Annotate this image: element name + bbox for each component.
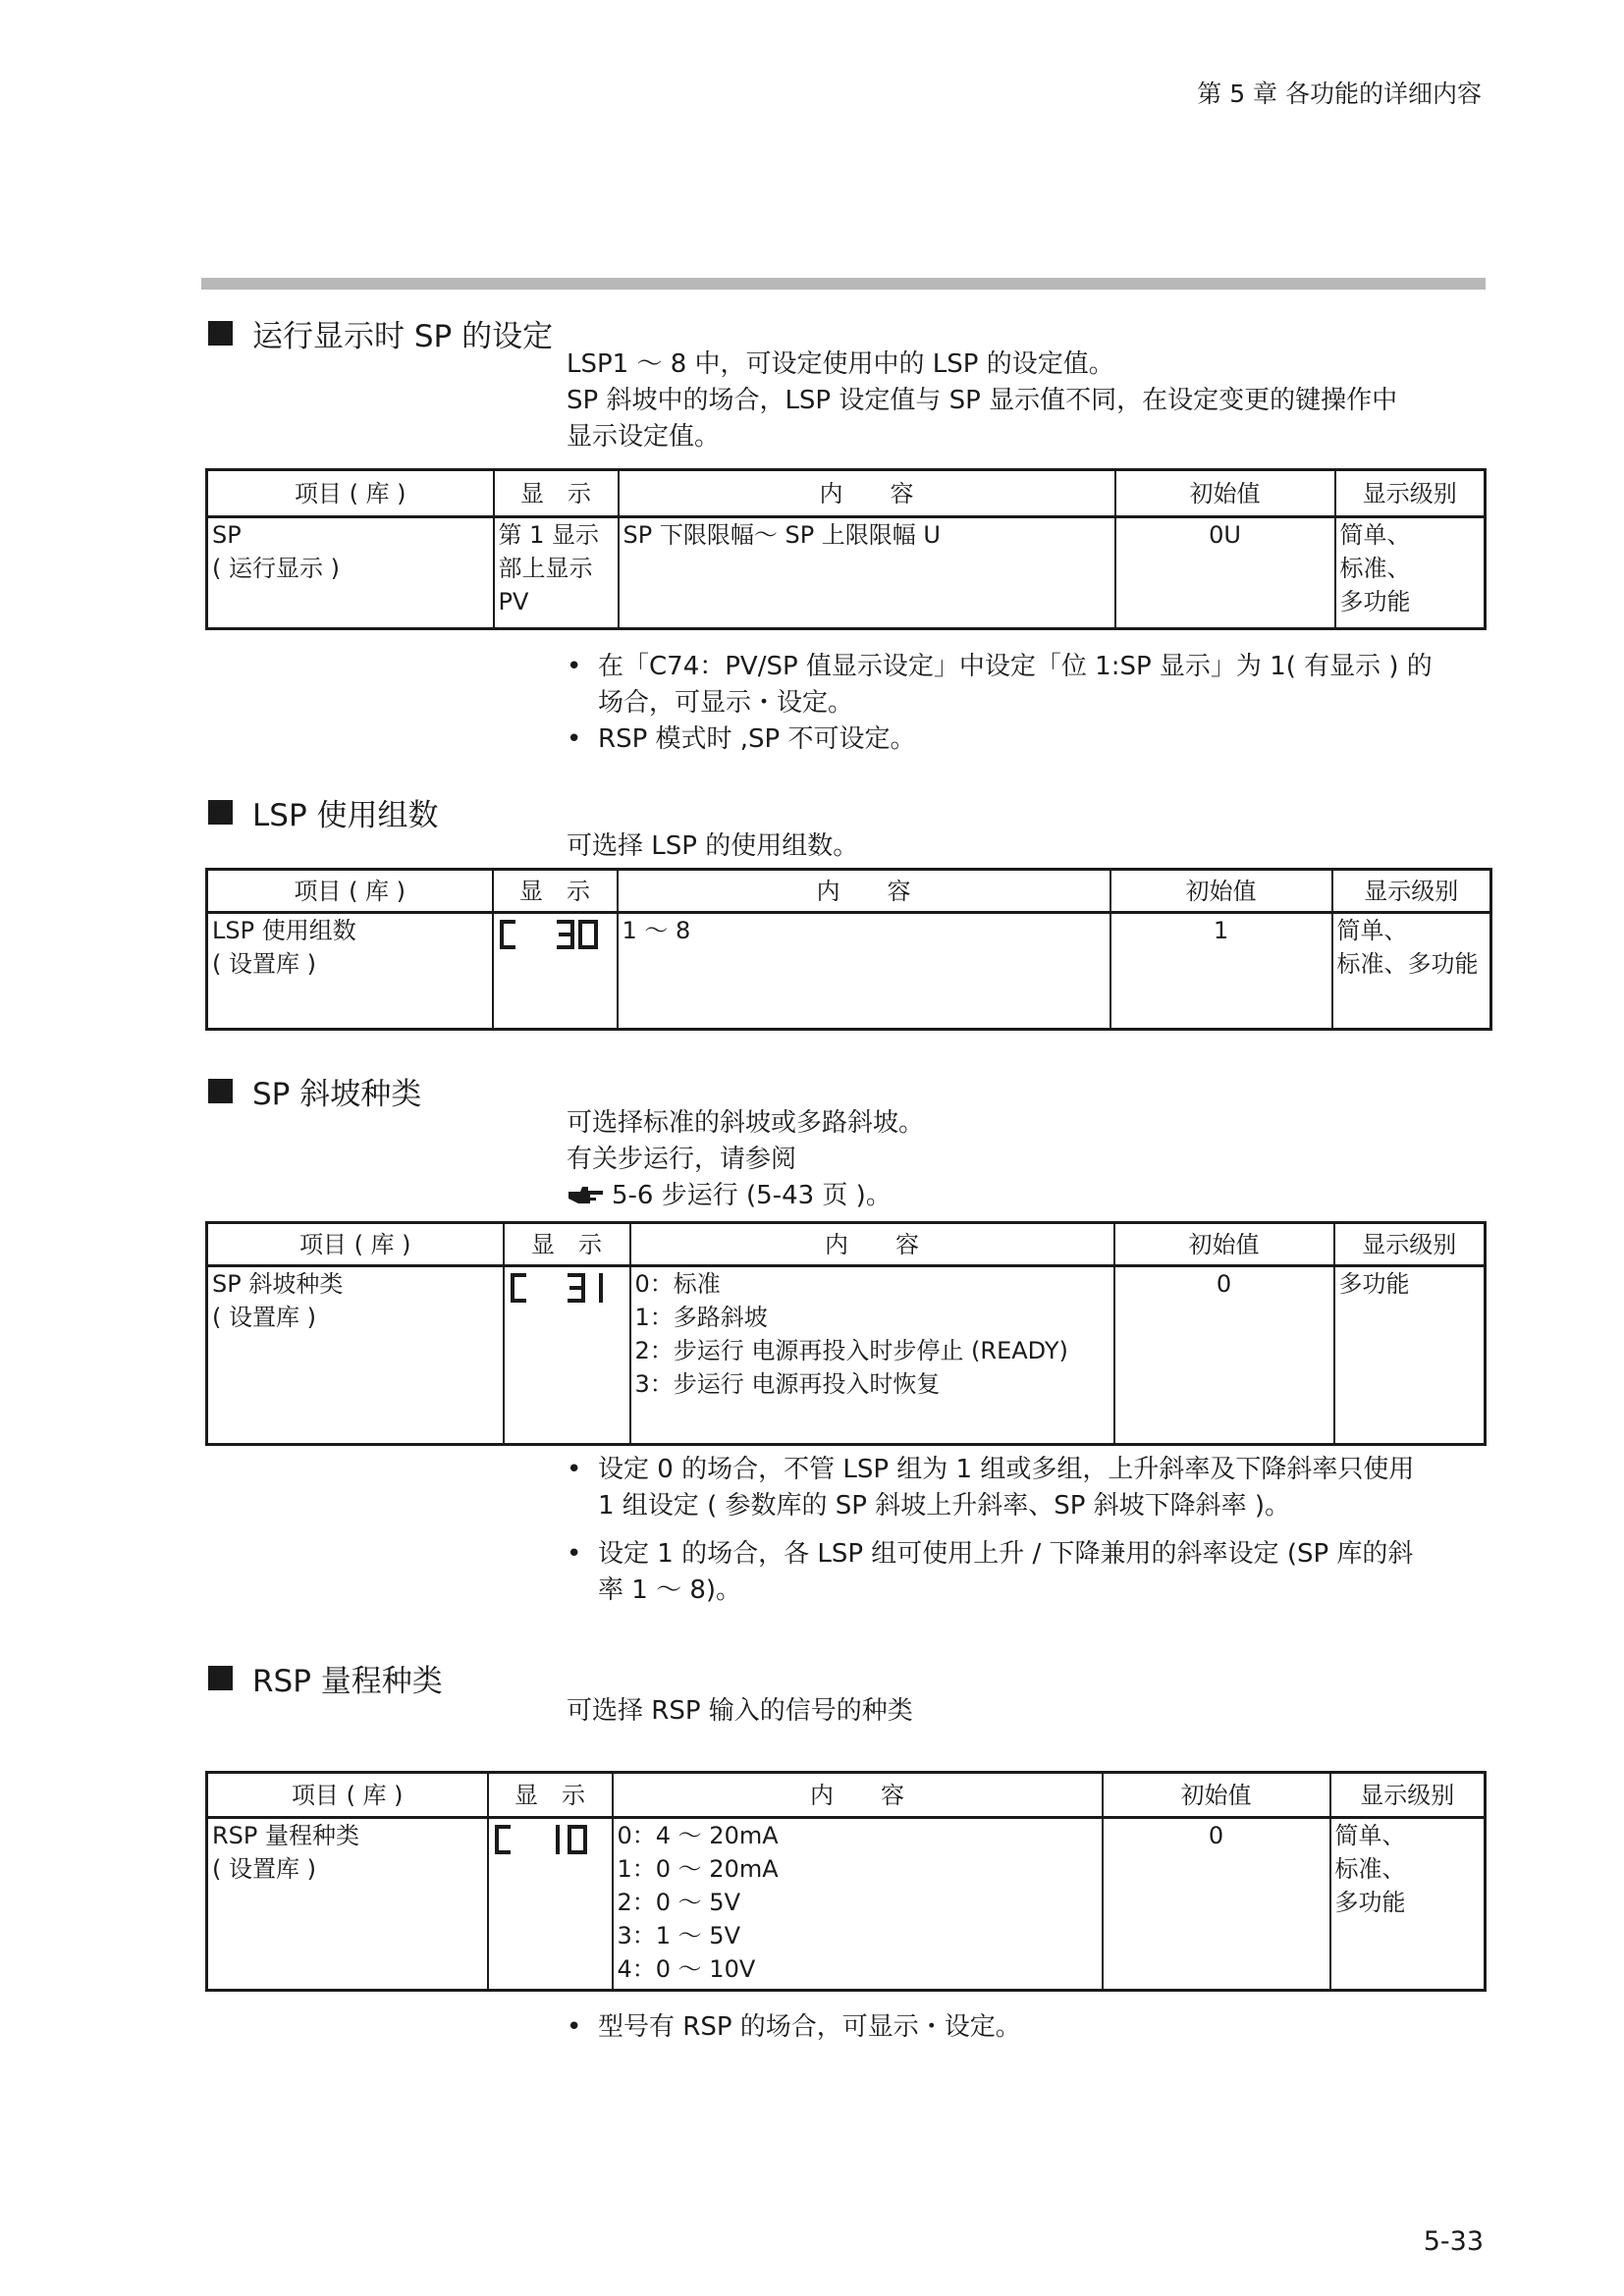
level-line: 简单、	[1334, 1822, 1406, 1849]
level-cell	[1335, 517, 1486, 629]
section-title-sp-ramp	[208, 1069, 421, 1113]
section-intro	[567, 828, 858, 865]
level-cell	[1330, 1818, 1486, 1991]
section-title-rsp-range	[208, 1656, 443, 1700]
section-title-lsp-groups	[208, 790, 439, 834]
section-intro	[567, 1105, 924, 1218]
content-line: 1 ～ 8	[622, 917, 691, 944]
header-level: 显示级别	[1332, 870, 1491, 913]
header-content: 内 容	[613, 1773, 1103, 1818]
header-display: 显 示	[488, 1773, 613, 1818]
initial-cell: 1	[1110, 913, 1332, 1030]
content-line: 2：0 ～ 5V	[617, 1889, 740, 1916]
header-level: 显示级别	[1330, 1773, 1486, 1818]
level-line: 标准、	[1339, 555, 1411, 582]
note-item	[567, 649, 1480, 721]
table-row	[207, 517, 1486, 629]
header-display: 显 示	[493, 870, 618, 913]
content-cell	[613, 1818, 1103, 1991]
seven-segment-c10	[493, 1823, 601, 1856]
note-line: • 在「C74：PV/SP 值显示设定」中设定「位 1:SP 显示」为 1( 有显示 ) 的	[598, 652, 1433, 681]
intro-line: 可选择 LSP 的使用组数。	[567, 831, 859, 861]
cross-reference[interactable]	[567, 1178, 924, 1218]
content-line: SP 下限限幅～ SP 上限限幅 U	[623, 521, 941, 549]
display-line: PV	[498, 588, 529, 615]
display-cell	[493, 913, 618, 1030]
note-line: • 设定 0 的场合，不管 LSP 组为 1 组或多组，上升斜率及下降斜率只使用	[598, 1455, 1415, 1484]
seven-segment-c30	[498, 918, 606, 951]
item-bank: ( 设置库 )	[212, 950, 316, 978]
table-row	[207, 1266, 1486, 1445]
level-cell	[1332, 913, 1491, 1030]
note-line: 1 组设定 ( 参数库的 SP 斜坡上升斜率、SP 斜坡下降斜率 )。	[598, 1491, 1291, 1521]
header-content: 内 容	[630, 1223, 1114, 1266]
header-initial: 初始值	[1114, 1223, 1334, 1266]
notes-list	[567, 649, 1480, 758]
note-item	[567, 721, 1480, 758]
content-cell	[618, 913, 1110, 1030]
header-display: 显 示	[504, 1223, 630, 1266]
section-bullet-square	[208, 800, 233, 825]
spec-table	[205, 868, 1492, 1031]
cross-reference-text: 5-6 步运行 (5-43 页 )。	[612, 1181, 892, 1210]
section-bullet-square	[208, 1666, 233, 1690]
note-item	[567, 1452, 1480, 1524]
section-bullet-square	[208, 1079, 233, 1103]
level-line: 简单、	[1336, 917, 1408, 944]
level-cell	[1334, 1266, 1486, 1445]
intro-line: 显示设定值。	[567, 422, 721, 452]
notes-list	[567, 1452, 1480, 1609]
note-line: 率 1 ～ 8)。	[598, 1575, 742, 1605]
content-line: 0：标准	[634, 1270, 721, 1298]
level-line: 多功能	[1334, 1889, 1406, 1916]
item-name: SP	[212, 521, 242, 549]
page-number: 5-33	[1423, 2226, 1484, 2257]
content-line: 3：步运行 电源再投入时恢复	[634, 1370, 941, 1398]
section-title-text: LSP 使用组数	[252, 798, 439, 833]
intro-line: SP 斜坡中的场合，LSP 设定值与 SP 显示值不同，在设定变更的键操作中	[567, 386, 1398, 415]
header-item: 项目 ( 库 )	[207, 470, 494, 517]
item-name: RSP 量程种类	[212, 1822, 360, 1849]
section-title-sp-display	[208, 311, 553, 355]
intro-line: 可选择标准的斜坡或多路斜坡。	[567, 1108, 925, 1138]
header-initial: 初始值	[1110, 870, 1332, 913]
section-intro	[567, 347, 1397, 455]
note-line: • 设定 1 的场合，各 LSP 组可使用上升 / 下降兼用的斜率设定 (SP 库的斜	[598, 1539, 1414, 1569]
spec-table	[205, 1771, 1487, 1992]
header-display: 显 示	[494, 470, 619, 517]
display-cell	[494, 517, 619, 629]
item-bank: ( 运行显示 )	[212, 555, 340, 582]
section-intro	[567, 1693, 913, 1730]
header-item: 项目 ( 库 )	[207, 870, 493, 913]
chapter-header: 第 5 章 各功能的详细内容	[1197, 80, 1482, 108]
intro-line: 有关步运行，请参阅	[567, 1145, 797, 1174]
item-name: LSP 使用组数	[212, 917, 356, 944]
spec-table	[205, 1221, 1487, 1446]
header-level: 显示级别	[1334, 1223, 1486, 1266]
header-initial: 初始值	[1103, 1773, 1330, 1818]
table-row	[207, 913, 1491, 1030]
note-item	[567, 2009, 1480, 2046]
segment-display-code	[509, 1267, 617, 1305]
content-cell	[630, 1266, 1114, 1445]
header-item: 项目 ( 库 )	[207, 1773, 488, 1818]
header-content: 内 容	[619, 470, 1115, 517]
intro-line: 可选择 RSP 输入的信号的种类	[567, 1696, 913, 1726]
item-bank: ( 设置库 )	[212, 1855, 316, 1883]
item-cell	[207, 517, 494, 629]
content-line: 1：多路斜坡	[634, 1304, 768, 1331]
content-line: 1：0 ～ 20mA	[617, 1855, 779, 1883]
item-name: SP 斜坡种类	[212, 1270, 344, 1298]
level-line: 多功能	[1339, 588, 1411, 615]
segment-display-code	[493, 1819, 601, 1856]
item-cell	[207, 1818, 488, 1991]
header-level: 显示级别	[1335, 470, 1486, 517]
section-bullet-square	[208, 321, 233, 346]
initial-cell: 0	[1103, 1818, 1330, 1991]
notes-list	[567, 2009, 1480, 2046]
section-title-text: SP 斜坡种类	[252, 1077, 422, 1112]
pointing-hand-icon	[567, 1182, 606, 1218]
item-cell	[207, 1266, 504, 1445]
content-line: 0：4 ～ 20mA	[617, 1822, 779, 1849]
level-line: 标准、	[1334, 1855, 1406, 1883]
item-cell	[207, 913, 493, 1030]
initial-cell: 0U	[1115, 517, 1335, 629]
content-cell	[619, 517, 1115, 629]
note-item	[567, 1536, 1480, 1609]
display-line: 第 1 显示	[498, 521, 600, 549]
level-line: 简单、	[1339, 521, 1411, 549]
level-line: 多功能	[1338, 1270, 1410, 1298]
content-line: 2：步运行 电源再投入时步停止 (READY)	[634, 1337, 1068, 1364]
display-cell	[504, 1266, 630, 1445]
header-item: 项目 ( 库 )	[207, 1223, 504, 1266]
display-line: 部上显示	[498, 555, 593, 582]
header-rule	[201, 278, 1486, 290]
intro-line: LSP1 ～ 8 中，可设定使用中的 LSP 的设定值。	[567, 349, 1114, 379]
header-initial: 初始值	[1115, 470, 1335, 517]
item-bank: ( 设置库 )	[212, 1304, 316, 1331]
section-title-text: 运行显示时 SP 的设定	[252, 319, 554, 354]
seven-segment-c31	[509, 1271, 617, 1305]
section-title-text: RSP 量程种类	[252, 1664, 443, 1699]
note-line: • RSP 模式时 ,SP 不可设定。	[598, 724, 916, 754]
note-line: • 型号有 RSP 的场合，可显示・设定。	[598, 2012, 1021, 2042]
content-line: 3：1 ～ 5V	[617, 1922, 740, 1949]
content-line: 4：0 ～ 10V	[617, 1955, 756, 1983]
initial-cell: 0	[1114, 1266, 1334, 1445]
display-cell	[488, 1818, 613, 1991]
header-content: 内 容	[618, 870, 1110, 913]
level-line: 标准、多功能	[1336, 950, 1479, 978]
spec-table	[205, 468, 1487, 630]
note-line: 场合，可显示・设定。	[598, 688, 854, 718]
segment-display-code	[498, 914, 606, 951]
table-row	[207, 1818, 1486, 1991]
